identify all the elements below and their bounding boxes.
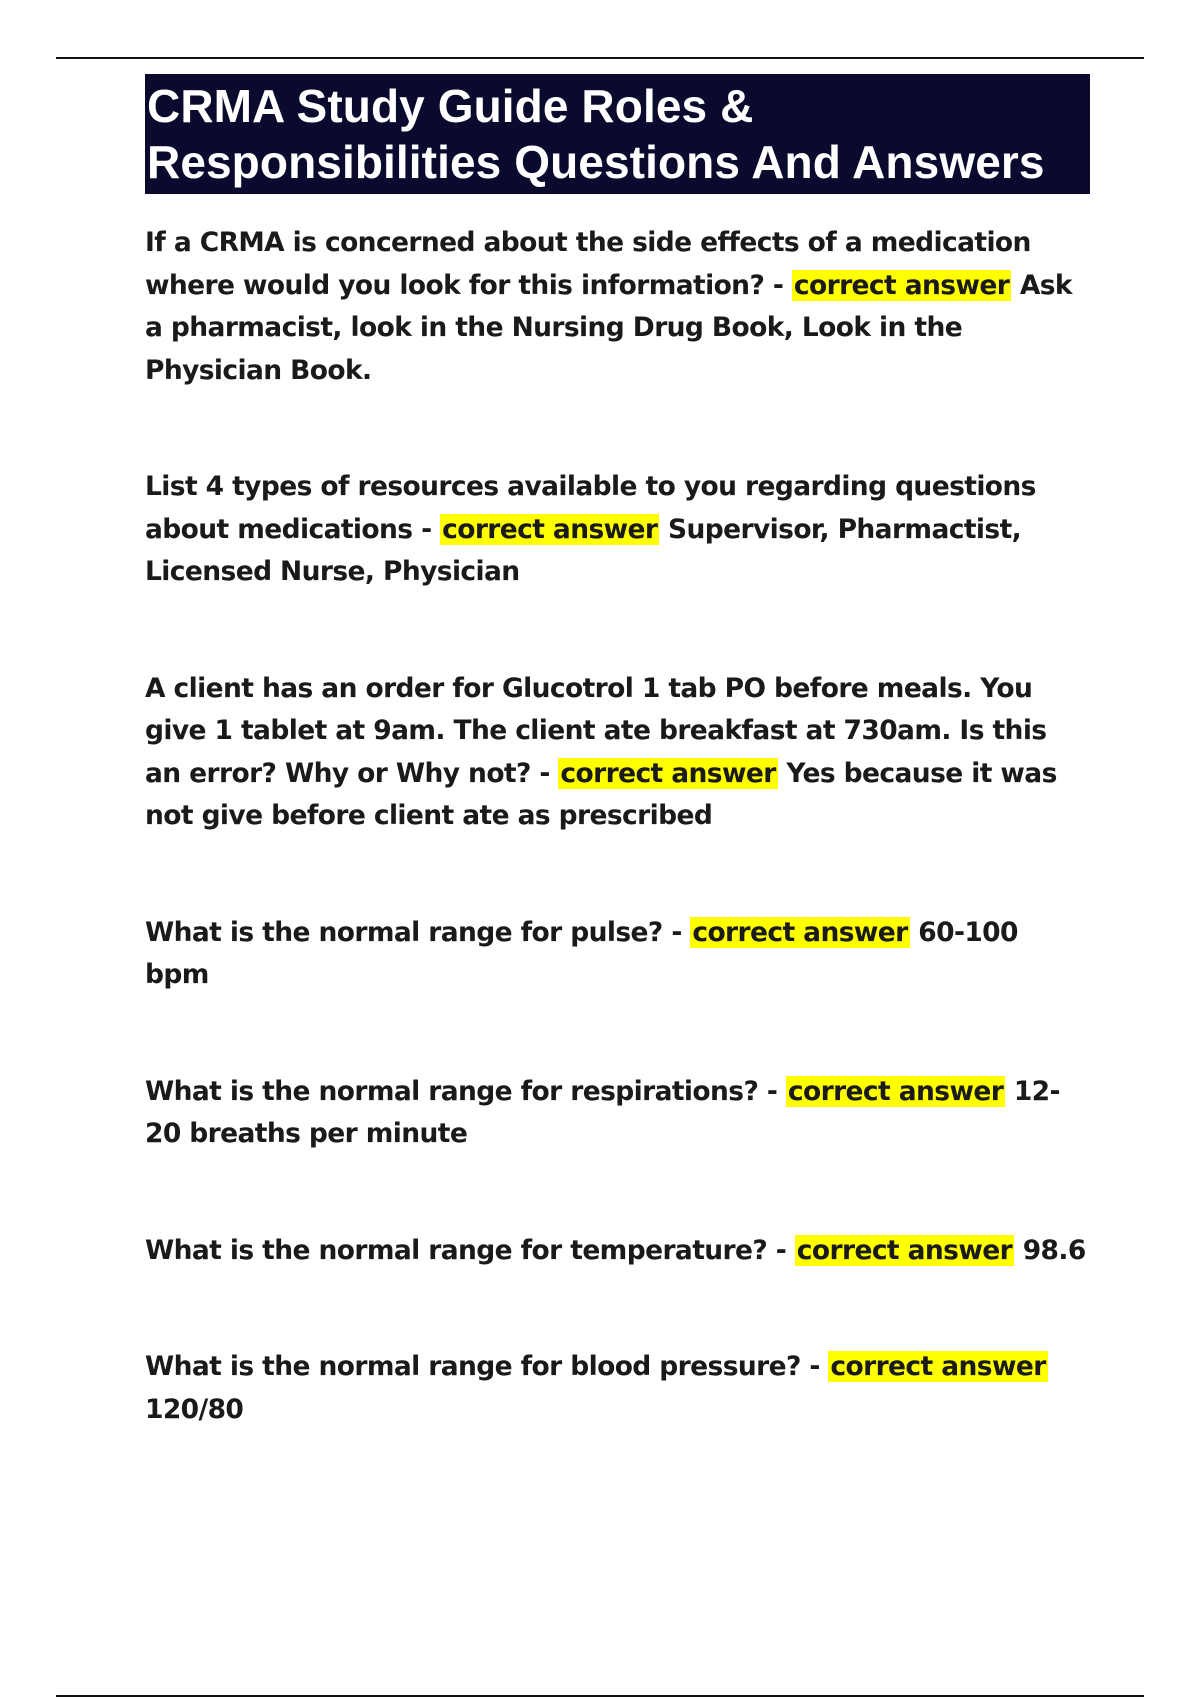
answer-text: Ask a pharmacist, look in the Nursing Drug Book, Look in the Physician Book. [145, 269, 1072, 386]
separator: - [662, 916, 691, 948]
answer-marker: correct answer [787, 1075, 1004, 1107]
question-text: What is the normal range for temperature? [145, 1234, 768, 1266]
answer-marker: correct answer [442, 513, 658, 545]
question-text: What is the normal range for blood pressure? [145, 1351, 801, 1382]
qa-item [145, 1230, 1090, 1273]
question-text: If a CRMA is concerned about the side effects of a medication where would you look for this information? [145, 227, 1031, 301]
question-text: What is the normal range for pulse? [145, 916, 663, 948]
qa-item [145, 912, 1090, 997]
separator: - [530, 757, 559, 789]
separator: - [412, 513, 441, 545]
question-text: What is the normal range for respirations? [145, 1075, 759, 1107]
separator: - [767, 1234, 795, 1266]
answer-marker: correct answer [793, 269, 1010, 301]
qa-item [145, 466, 1090, 594]
answer-text: Yes because it was not give before client ate as prescribed [145, 757, 1057, 831]
separator: - [800, 1351, 829, 1382]
answer-text: 120/80 [145, 1393, 244, 1425]
answer-marker: correct answer [830, 1351, 1046, 1382]
answer-text: 60-100 bpm [145, 916, 1018, 990]
answer-marker: correct answer [796, 1234, 1013, 1266]
title-banner [145, 74, 1090, 194]
qa-item [145, 222, 1090, 392]
answer-text: 12-20 breaths per minute [145, 1075, 1060, 1149]
qa-item [145, 668, 1090, 838]
answer-marker: correct answer [560, 757, 776, 789]
top-rule [56, 57, 1144, 59]
answer-text: 98.6 [1022, 1234, 1086, 1266]
document-body [145, 74, 1090, 1431]
separator: - [764, 269, 792, 301]
answer-marker: correct answer [692, 916, 908, 948]
separator: - [758, 1075, 786, 1107]
qa-item [145, 1346, 1090, 1431]
bottom-rule [56, 1695, 1144, 1697]
qa-item [145, 1071, 1090, 1156]
document-title: CRMA Study Guide Roles & Responsibilities Questions And Answers [147, 80, 1045, 188]
question-text: List 4 types of resources available to you regarding questions about medications [145, 471, 1036, 545]
answer-text: Supervisor, Pharmactist, Licensed Nurse, Physician [145, 513, 1022, 587]
question-text: A client has an order for Glucotrol 1 tab PO before meals. You give 1 tablet at 9am. The client ate breakfast at 730am. Is this an error? Why or Why not? [145, 672, 1047, 789]
